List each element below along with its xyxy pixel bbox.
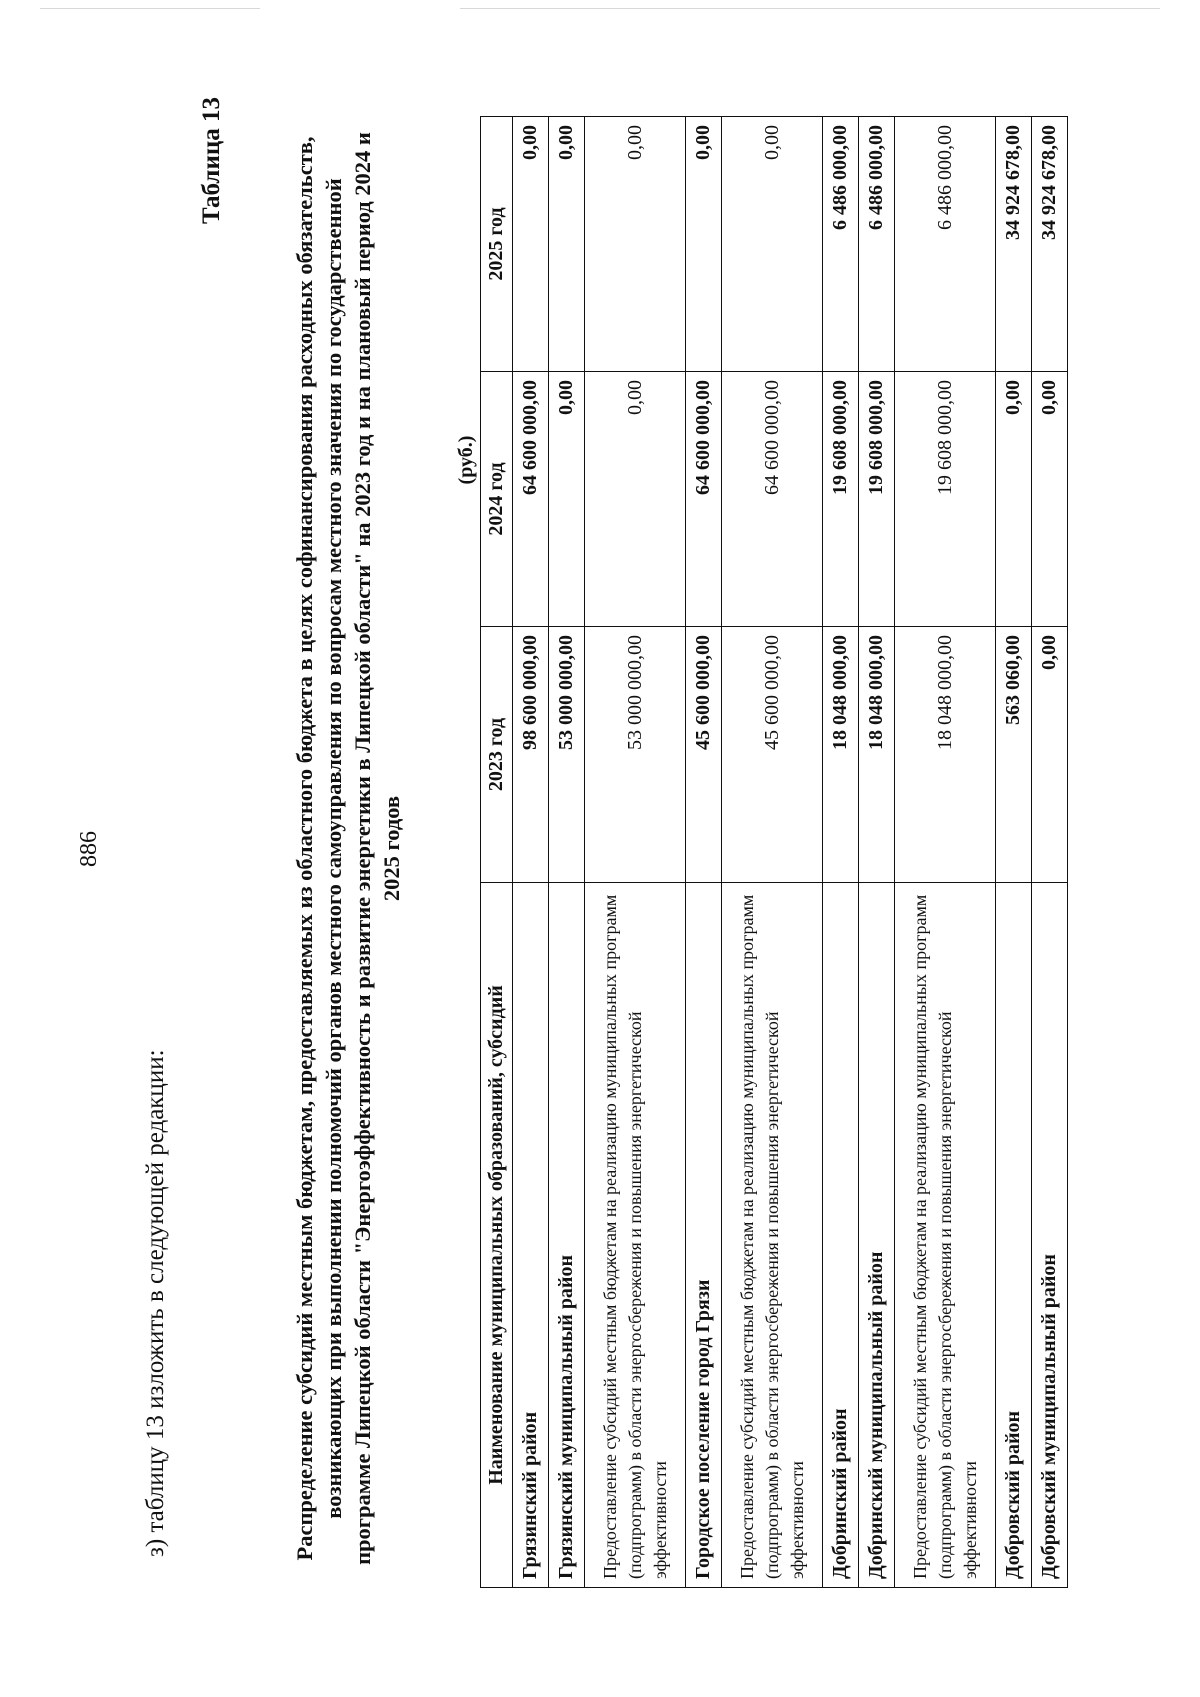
row-name: Предоставление субсидий местным бюджетам на реализацию муниципальных программ (подпрограмм) в области энергосбережения и повышения энергетической эффективности — [722, 883, 823, 1588]
value-2023: 18 048 000,00 — [823, 627, 859, 883]
value-2024: 0,00 — [585, 372, 686, 627]
value-2025: 6 486 000,00 — [859, 117, 895, 372]
value-2024: 19 608 000,00 — [823, 372, 859, 627]
units-label: (руб.) — [455, 435, 477, 485]
value-2023: 18 048 000,00 — [859, 627, 895, 883]
row-name: Добринский район — [823, 883, 859, 1588]
intro-text: з) таблицу 13 изложить в следующей редакции: — [142, 1049, 169, 1557]
table-row — [895, 117, 996, 1588]
table-heading: Распределение субсидий местным бюджетам, предоставляемых из областного бюджета в целях софинансирования расходных обязательств, возникающих при выполнении полномочий органов местного самоуправления по вопросам местного значения по государственной программе Липецкой области "Энергоэффективность и развитие энергетики в Липецкой области" на 2023 год и на плановый период 2024 и 2025 годов — [292, 132, 404, 1565]
page-number: 886 — [76, 831, 102, 867]
table-row — [823, 117, 859, 1588]
table-row — [722, 117, 823, 1588]
value-2024: 64 600 000,00 — [513, 372, 549, 627]
table-label: Таблица 13 — [198, 97, 225, 225]
row-name: Добровский муниципальный район — [1032, 883, 1068, 1588]
table-row — [549, 117, 585, 1588]
value-2024: 0,00 — [549, 372, 585, 627]
value-2024: 19 608 000,00 — [895, 372, 996, 627]
value-2025: 34 924 678,00 — [996, 117, 1032, 372]
row-name: Добринский муниципальный район — [859, 883, 895, 1588]
value-2024: 0,00 — [996, 372, 1032, 627]
table-header-row — [481, 117, 513, 1588]
value-2023: 563 060,00 — [996, 627, 1032, 883]
value-2025: 6 486 000,00 — [823, 117, 859, 372]
row-name: Грязинский район — [513, 883, 549, 1588]
column-header-2024: 2024 год — [481, 372, 513, 627]
value-2023: 0,00 — [1032, 627, 1068, 883]
column-header-name: Наименование муниципальных образований, субсидий — [481, 883, 513, 1588]
value-2025: 0,00 — [549, 117, 585, 372]
value-2025: 0,00 — [513, 117, 549, 372]
row-name: Добровский район — [996, 883, 1032, 1588]
value-2024: 64 600 000,00 — [686, 372, 722, 627]
value-2025: 6 486 000,00 — [895, 117, 996, 372]
column-header-2025: 2025 год — [481, 117, 513, 372]
value-2024: 64 600 000,00 — [722, 372, 823, 627]
column-header-2023: 2023 год — [481, 627, 513, 883]
value-2024: 19 608 000,00 — [859, 372, 895, 627]
value-2024: 0,00 — [1032, 372, 1068, 627]
row-name: Грязинский муниципальный район — [549, 883, 585, 1588]
value-2025: 34 924 678,00 — [1032, 117, 1068, 372]
value-2023: 45 600 000,00 — [722, 627, 823, 883]
table-row — [859, 117, 895, 1588]
table-row — [996, 117, 1032, 1588]
value-2023: 53 000 000,00 — [585, 627, 686, 883]
value-2025: 0,00 — [585, 117, 686, 372]
row-name: Городское поселение город Грязи — [686, 883, 722, 1588]
value-2023: 53 000 000,00 — [549, 627, 585, 883]
row-name: Предоставление субсидий местным бюджетам на реализацию муниципальных программ (подпрограмм) в области энергосбережения и повышения энергетической эффективности — [585, 883, 686, 1588]
table-row — [1032, 117, 1068, 1588]
value-2023: 98 600 000,00 — [513, 627, 549, 883]
subsidy-table — [480, 116, 1068, 1588]
row-name: Предоставление субсидий местным бюджетам на реализацию муниципальных программ (подпрограмм) в области энергосбережения и повышения энергетической эффективности — [895, 883, 996, 1588]
table-row — [585, 117, 686, 1588]
value-2025: 0,00 — [722, 117, 823, 372]
table-row — [513, 117, 549, 1588]
value-2023: 45 600 000,00 — [686, 627, 722, 883]
value-2023: 18 048 000,00 — [895, 627, 996, 883]
table-row — [686, 117, 722, 1588]
value-2025: 0,00 — [686, 117, 722, 372]
